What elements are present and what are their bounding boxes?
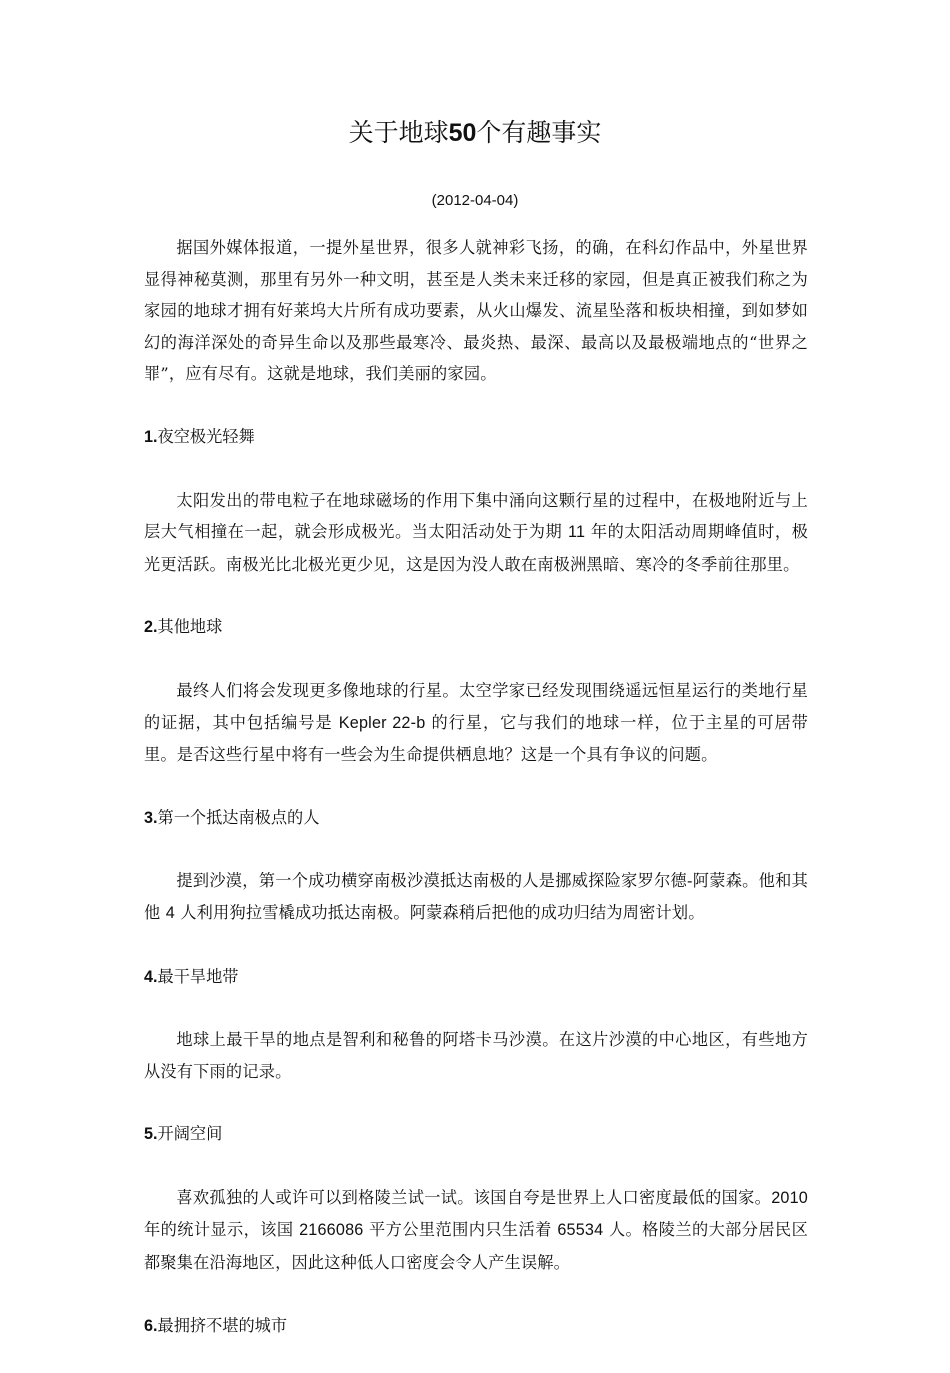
body-text: 太阳发出的带电粒子在地球磁场的作用下集中涌向这颗行星的过程中，在极地附近与上层大气相撞在一起，就会形成极光。当太阳活动处于为期 — [144, 490, 808, 542]
section-title: 夜空极光轻舞 — [157, 426, 255, 446]
section-title: 第一个抵达南极点的人 — [157, 807, 320, 827]
section-heading-3 — [144, 802, 808, 835]
section-heading-2 — [144, 611, 808, 644]
document-title — [0, 116, 950, 150]
section-heading-1 — [144, 421, 808, 454]
title-number: 50 — [448, 119, 477, 147]
title-prefix: 关于地球 — [348, 118, 449, 147]
document-body — [144, 232, 808, 1373]
body-number: 65534 — [557, 1221, 604, 1240]
section-heading-4 — [144, 961, 808, 994]
body-number: 11 — [567, 523, 586, 542]
section-title: 开阔空间 — [157, 1124, 223, 1144]
section-title: 最拥挤不堪的城市 — [157, 1315, 288, 1335]
body-number: 2010 — [771, 1188, 808, 1207]
section-number: 4. — [144, 967, 158, 986]
section-body-3 — [144, 865, 808, 929]
section-heading-6 — [144, 1310, 808, 1343]
body-number: 4 — [165, 903, 175, 922]
body-text: 人利用狗拉雪橇成功抵达南极。阿蒙森稍后把他的成功归结为周密计划。 — [174, 902, 705, 922]
section-body-5 — [144, 1182, 808, 1279]
section-title: 其他地球 — [157, 617, 223, 637]
section-number: 6. — [144, 1316, 158, 1335]
section-body-4 — [144, 1024, 808, 1087]
section-body-2 — [144, 675, 808, 771]
body-text: 平方公里范围内只生活着 — [363, 1220, 558, 1240]
body-text: 喜欢孤独的人或许可以到格陵兰试一试。该国自夸是世界上人口密度最低的国家。 — [176, 1187, 772, 1207]
title-suffix: 个有趣事实 — [476, 118, 602, 147]
section-heading-5 — [144, 1118, 808, 1151]
section-number: 1. — [144, 427, 158, 446]
section-title: 最干旱地带 — [157, 966, 239, 986]
body-text: 最终人们将会发现更多像地球的行星。太空学家已经发现围绕遥远恒星运行的类地行星的证据，其中包括编号是 — [144, 680, 808, 732]
body-term: Kepler 22-b — [338, 713, 426, 732]
section-body-1 — [144, 485, 808, 581]
body-text: 的行星，它与我们的地球一样，位于主星的可居带里。是否这些行星中将有一些会为生命提供栖息地？这是一个具有争议的问题。 — [144, 712, 809, 765]
body-text: 提到沙漠，第一个成功横穿南极沙漠抵达南极的人是挪威探险家罗尔德-阿蒙森。他和其他 — [144, 871, 808, 922]
section-number: 5. — [144, 1125, 158, 1144]
document-date: (2012-04-04) — [431, 192, 519, 209]
body-text: 年的太阳活动周期峰值时，极光更活跃。南极光比北极光更少见，这是因为没人敢在南极洲黑暗、寒冷的冬季前往那里。 — [144, 522, 808, 574]
section-number: 2. — [144, 618, 158, 637]
body-text: 地球上最干旱的地点是智利和秘鲁的阿塔卡马沙漠。在这片沙漠的中心地区，有些地方从没有下雨的记录。 — [144, 1030, 808, 1081]
section-number: 3. — [144, 808, 158, 827]
intro-paragraph: 据国外媒体报道，一提外星世界，很多人就神彩飞扬，的确，在科幻作品中，外星世界显得神秘莫测，那里有另外一种文明，甚至是人类未来迁移的家园，但是真正被我们称之为家园的地球才拥有好莱坞大片所有成功要素，从火山爆发、流星坠落和板块相撞，到如梦如幻的海洋深处的奇异生命以及那些最寒冷、最炎热、最深、最高以及最极端地点的“世界之罪”，应有尽有。这就是地球，我们美丽的家园。 — [144, 238, 808, 384]
body-number: 2166086 — [299, 1221, 364, 1240]
body-text: 人。格陵兰的大部分居民区都聚集在沿海地区，因此这种低人口密度会令人产生误解。 — [144, 1220, 809, 1273]
body-text: 年的统计显示，该国 — [144, 1220, 300, 1240]
